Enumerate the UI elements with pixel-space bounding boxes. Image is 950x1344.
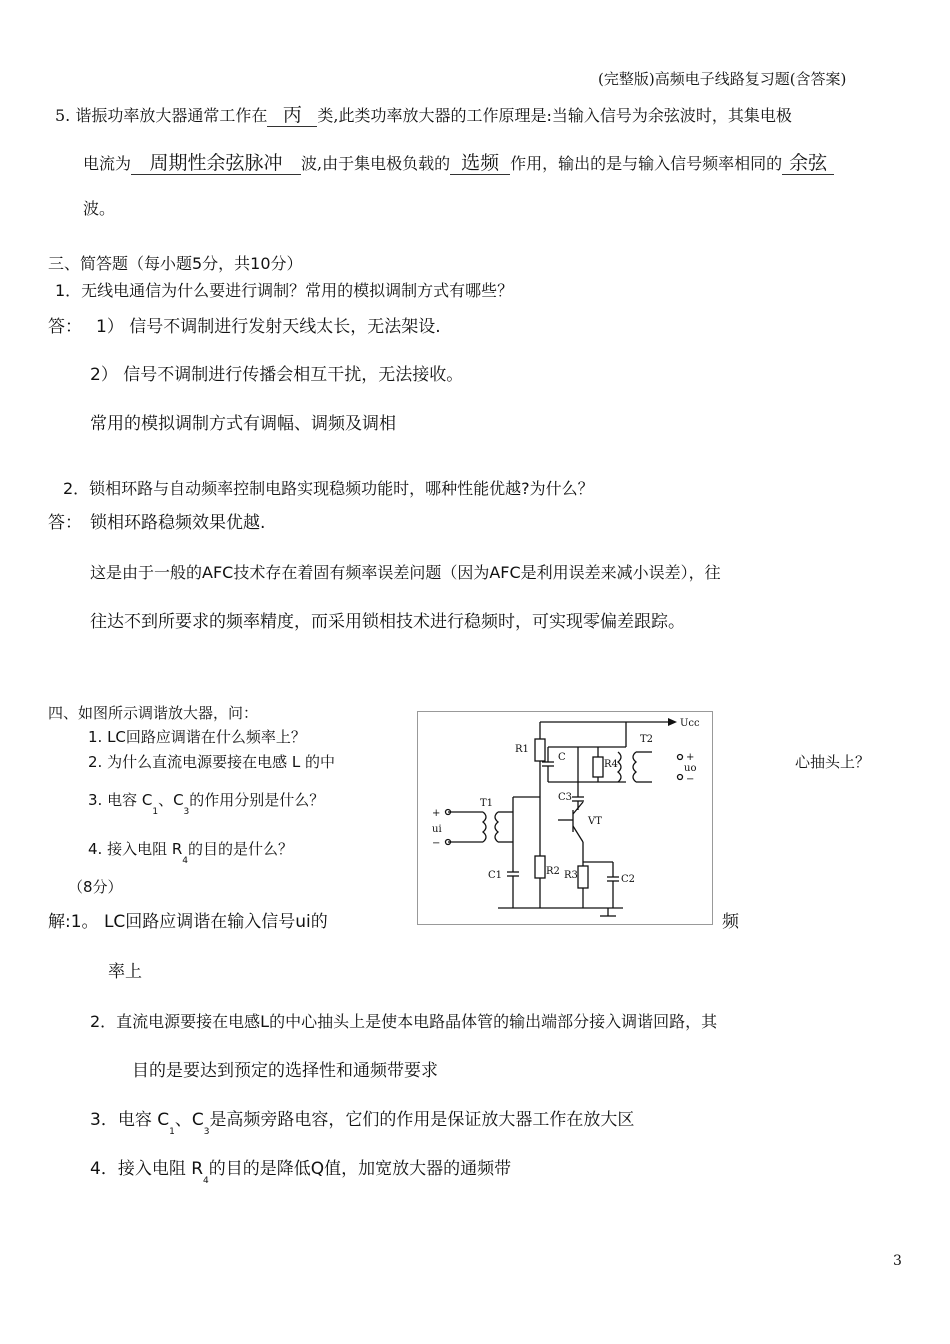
sec4-q4-text-a: 4. 接入电阻 R xyxy=(88,840,183,858)
sec4-q3-sub-1: 1 xyxy=(152,807,159,817)
ans3-text-b: 、C xyxy=(174,1110,204,1130)
section3-title: 三、简答题（每小题5分，共10分） xyxy=(48,254,303,273)
ans4-text-a: 4．接入电阻 R xyxy=(90,1159,204,1179)
ans3-sub-3: 3 xyxy=(203,1127,210,1137)
label-c: C xyxy=(558,752,566,763)
sec3-answer-1-line-2: 2） 信号不调制进行传播会相互干扰，无法接收。 xyxy=(90,365,464,385)
label-vt: VT xyxy=(588,816,602,827)
sec4-answer-3 xyxy=(90,1109,635,1137)
label-ucc: Ucc xyxy=(680,718,700,729)
ans4-sub-4: 4 xyxy=(203,1176,209,1186)
sec3-answer-1-line-3: 常用的模拟调制方式有调幅、调频及调相 xyxy=(90,414,396,434)
q5-line-3: 波。 xyxy=(83,199,116,218)
sec4-q4-sub-4: 4 xyxy=(182,856,189,866)
sec3-answer-1-line-1: 1） 信号不调制进行发射天线太长，无法架设. xyxy=(96,317,441,337)
sec4-q3-text-b: 、C xyxy=(158,791,184,809)
label-r3: R3 xyxy=(564,870,578,881)
label-t2: T2 xyxy=(640,734,654,745)
q5-text-4: 波,由于集电极负载的 xyxy=(301,154,451,173)
ans4-text-b: 的目的是降低Q值，加宽放大器的通频带 xyxy=(208,1159,512,1179)
q5-blank-3: 选频 xyxy=(450,152,510,175)
label-input-minus: − xyxy=(432,838,441,849)
page-number: 3 xyxy=(893,1253,902,1269)
sec4-question-1: 1. LC回路应调谐在什么频率上？ xyxy=(88,728,306,746)
sec4-answer-4 xyxy=(90,1158,512,1186)
label-c1: C1 xyxy=(488,870,503,881)
sec3-answer-2-line-2: 这是由于一般的AFC技术存在着固有频率误差问题（因为AFC是利用误差来减小误差），往 xyxy=(90,563,721,582)
sec4-answer-2-line-2: 目的是要达到预定的选择性和通频带要求 xyxy=(132,1061,438,1081)
sec4-answer-1c: 率上 xyxy=(108,962,142,982)
label-r1: R1 xyxy=(515,744,529,755)
q5-text-3: 电流为 xyxy=(83,154,132,173)
q5-number: 5. xyxy=(55,106,71,125)
sec4-question-3 xyxy=(88,789,325,817)
label-uo: uo xyxy=(684,763,697,774)
page-header: (完整版)高频电子线路复习题(含答案) xyxy=(598,70,847,88)
sec4-answer-2-line-1: 2．直流电源要接在电感L的中心抽头上是使本电路晶体管的输出端部分接入调谐回路，其 xyxy=(90,1012,718,1031)
q5-blank-1: 丙 xyxy=(267,104,317,127)
sec4-score: （8分） xyxy=(68,878,123,896)
label-ui: ui xyxy=(432,824,442,835)
q5-line-2 xyxy=(83,152,834,175)
ans3-text-c: 是高频旁路电容，它们的作用是保证放大器工作在放大区 xyxy=(209,1110,635,1130)
q5-blank-4: 余弦 xyxy=(782,152,834,175)
sec4-answer-1b: 频 xyxy=(722,912,739,932)
sec3-answer-2-line-1: 锁相环路稳频效果优越. xyxy=(90,513,266,533)
sec4-q3-text-a: 3. 电容 C xyxy=(88,791,153,809)
sec4-question-2a: 2. 为什么直流电源要接在电感 L 的中 xyxy=(88,753,335,771)
label-output-plus: + xyxy=(686,752,695,763)
sec4-question-4 xyxy=(88,838,294,866)
sec3-answer-2-prefix: 答： xyxy=(48,513,82,533)
sec4-q3-text-c: 的作用分别是什么？ xyxy=(189,791,325,809)
q5-text-1: 谐振功率放大器通常工作在 xyxy=(75,106,268,125)
label-c3: C3 xyxy=(558,792,573,803)
q5-line-1 xyxy=(55,104,792,127)
sec4-question-2b: 心抽头上？ xyxy=(795,753,871,771)
sec4-answer-1a: 解:1。 LC回路应调谐在输入信号ui的 xyxy=(48,912,328,932)
label-input-plus: + xyxy=(432,808,441,819)
section4-title: 四、如图所示调谐放大器，问： xyxy=(48,704,259,722)
q5-blank-2: 周期性余弦脉冲 xyxy=(131,152,301,175)
sec4-q4-text-b: 的目的是什么？ xyxy=(188,840,294,858)
label-r4: R4 xyxy=(604,759,618,770)
label-c2: C2 xyxy=(621,874,636,885)
q5-text-2: 类,此类功率放大器的工作原理是:当输入信号为余弦波时，其集电极 xyxy=(317,106,792,125)
ans3-text-a: 3．电容 C xyxy=(90,1110,170,1130)
sec3-answer-1-prefix: 答： xyxy=(48,317,82,337)
label-r2: R2 xyxy=(546,866,560,877)
ans3-sub-1: 1 xyxy=(169,1127,175,1137)
label-t1: T1 xyxy=(480,798,494,809)
label-output-minus: − xyxy=(686,774,695,785)
q5-text-5: 作用，输出的是与输入信号频率相同的 xyxy=(510,154,783,173)
sec3-question-1: 1．无线电通信为什么要进行调制？常用的模拟调制方式有哪些？ xyxy=(55,281,514,300)
sec4-q3-sub-3: 3 xyxy=(183,807,190,817)
tuned-amplifier-circuit xyxy=(417,711,713,925)
sec3-question-2: 2．锁相环路与自动频率控制电路实现稳频功能时，哪种性能优越?为什么？ xyxy=(63,479,594,498)
sec3-answer-2-line-3: 往达不到所要求的频率精度，而采用锁相技术进行稳频时，可实现零偏差跟踪。 xyxy=(90,612,685,632)
